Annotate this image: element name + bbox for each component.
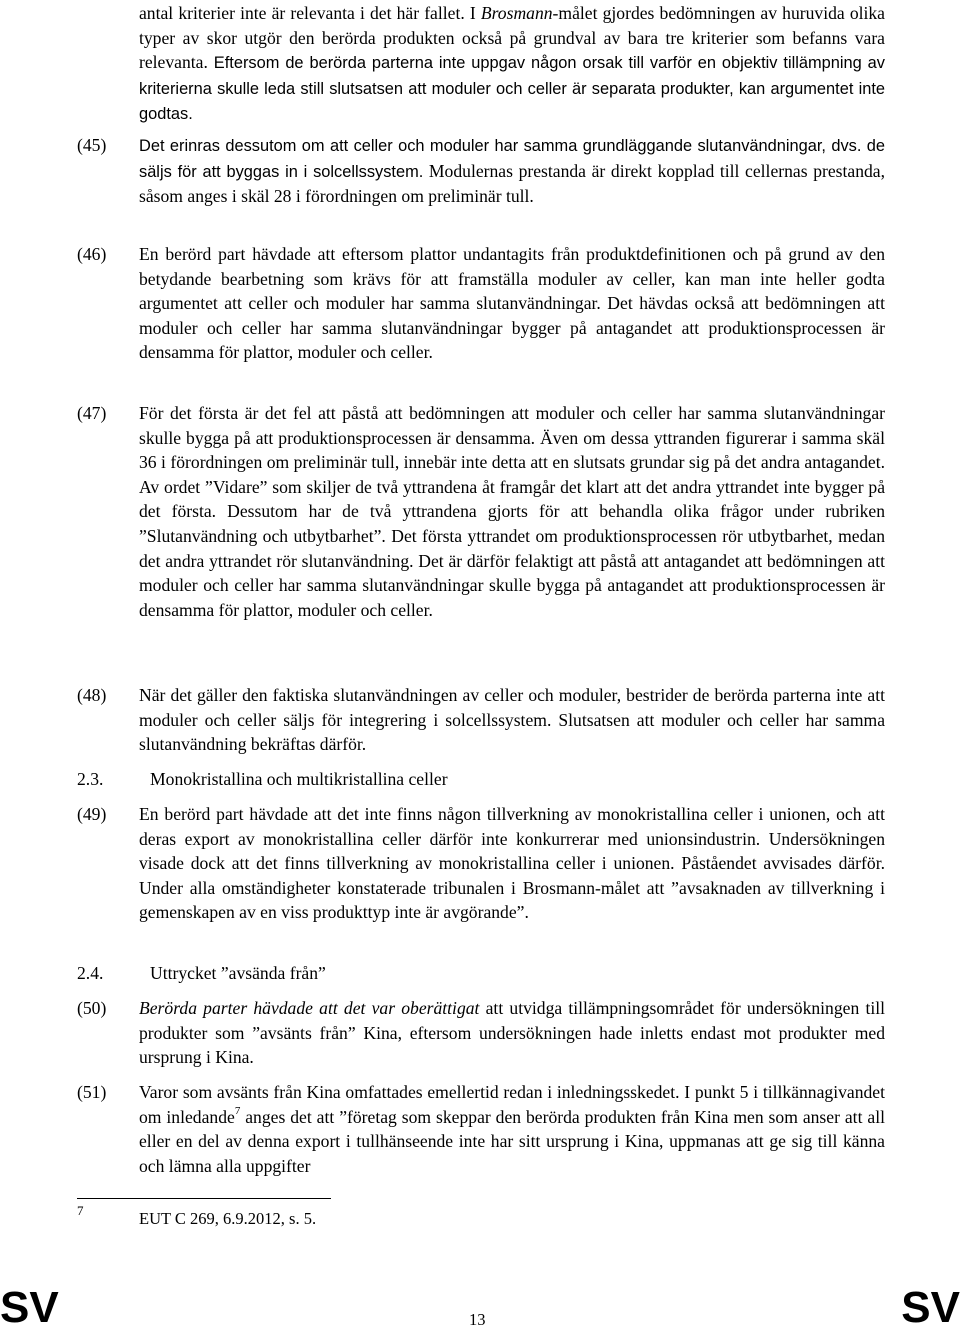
intro-text-b: -målet gjordes bedömningen av huruvida olika typer av skor utgör den berörda produkten också på grundval av bara tre kriterier som befanns vara relevanta. (139, 3, 885, 73)
paragraph-number-49: (49) (77, 804, 107, 824)
paragraph-50-text: att utvidga tillämpningsområdet för undersökningen till produkter som ”avsänts från” Kina, eftersom undersökningen hade inletts endast mot produkter med ursprung i Kina. (139, 998, 885, 1068)
paragraph-number-51: (51) (77, 1082, 107, 1102)
section-number-2-3: 2.3. (77, 769, 104, 789)
paragraph-45 (139, 133, 885, 209)
paragraph-48: När det gäller den faktiska slutanvändningen av celler och moduler, bestrider de berörda parterna inte att moduler och celler säljs för integrering i solcellssystem. Slutsatsen att moduler och celler har samma slutanvändning bekräftas därför. (139, 685, 885, 755)
footnote-reference: 7 (234, 1104, 241, 1117)
paragraph-50-italic: Berörda parter hävdade att det var oberättigat (139, 998, 480, 1018)
intro-text-sans: Eftersom de berörda parterna inte uppgav någon orsak till varför en objektiv tillämpning av kriterierna skulle leda still slutsatsen att moduler och celler är separata produkter, kan argumentet inte godtas. (139, 54, 885, 124)
paragraph-number-50: (50) (77, 998, 107, 1018)
footnote-text: EUT C 269, 6.9.2012, s. 5. (139, 1209, 317, 1228)
language-code-left: SV (0, 1283, 59, 1332)
paragraph-number-46: (46) (77, 244, 107, 264)
paragraph-45-sans: Det erinras dessutom om att celler och moduler har samma grundläggande slutanvändningar, dvs. de säljs för att byggas in i solcellssystem. (139, 137, 885, 181)
case-name-italic: Brosmann (480, 3, 553, 23)
paragraph-number-45: (45) (77, 135, 107, 155)
paragraph-number-48: (48) (77, 685, 107, 705)
paragraph-number-47: (47) (77, 403, 107, 423)
footnote-separator (77, 1198, 331, 1199)
section-number-2-4: 2.4. (77, 963, 104, 983)
paragraph-46: En berörd part hävdade att eftersom plattor undantagits från produktdefinitionen och på grund av den betydande bearbetning som krävs för att framställa moduler av celler, kan man inte heller godta argumentet att celler och moduler har samma slutanvändningar. Det hävdas också att bedömningen att moduler och celler har samma slutanvändningar bygger på antagandet att produktionsprocessen är densamma för plattor, moduler och celler. (139, 244, 885, 363)
paragraph-45-serif: Modulernas prestanda är direkt kopplad till cellernas prestanda, såsom anges i skäl 28 i förordningen om preliminär tull. (139, 160, 885, 207)
paragraph-51 (139, 1080, 885, 1178)
page-number: 13 (469, 1310, 486, 1329)
paragraph-51-text-a: Varor som avsänts från Kina omfattades emellertid redan i inledningsskedet. I punkt 5 i tillkännagivandet om inledande (139, 1082, 885, 1127)
intro-text-a: antal kriterier inte är relevanta i det här fallet. I (139, 3, 481, 23)
intro-paragraph (139, 1, 885, 127)
paragraph-50 (139, 996, 885, 1070)
section-title-2-3: Monokristallina och multikristallina celler (150, 769, 448, 789)
paragraph-47: För det första är det fel att påstå att bedömningen att moduler och celler har samma slutanvändningar skulle bygga på att produktionsprocessen är densamma. Även om dessa yttranden figurerar i samma skäl 36 i förordningen om preliminär tull, innebär inte detta att en slutsats grundar sig på det andra antagandet. Av ordet ”Vidare” som skiljer de två yttrandena åt framgår det klart att det andra yttrandet inte bygger på det första. Dessutom har de två yttrandena gjorts för att behandla olika frågor under rubriken ”Slutanvändning och utbytbarhet”. Det första yttrandet om produktionsprocessen rör utbytbarhet, medan det andra yttrandet rör slutanvändning. Det är därför felaktigt att påstå att antagandet att bedömningen att moduler och celler har samma slutanvändningar skulle bygga på antagandet att produktionsprocessen är densamma för plattor, moduler och celler. (139, 403, 885, 620)
footnote-number: 7 (77, 1203, 84, 1218)
paragraph-51-text-b: anges det att ”företag som skeppar den berörda produkten från Kina men som anser att all eller en del av denna export i tullhänseende inte har sitt ursprung i Kina, uppmanas att ge sig till känna och lämna alla uppgifter (139, 1106, 885, 1176)
paragraph-49: En berörd part hävdade att det inte finns någon tillverkning av monokristallina celler i unionen, och att deras export av monokristallina celler därför inte konkurrerar med unionsindustrin. Undersökningen visade dock att det finns tillverkning av monokristallina celler i unionen. Påståendet avvisades därför. Under alla omständigheter konstaterade tribunalen i Brosmann-målet att ”avsaknaden av tillverkning i gemenskapen av en viss produkttyp inte är avgörande”. (139, 804, 885, 923)
language-code-right: SV (901, 1283, 960, 1332)
section-title-2-4: Uttrycket ”avsända från” (150, 963, 326, 983)
